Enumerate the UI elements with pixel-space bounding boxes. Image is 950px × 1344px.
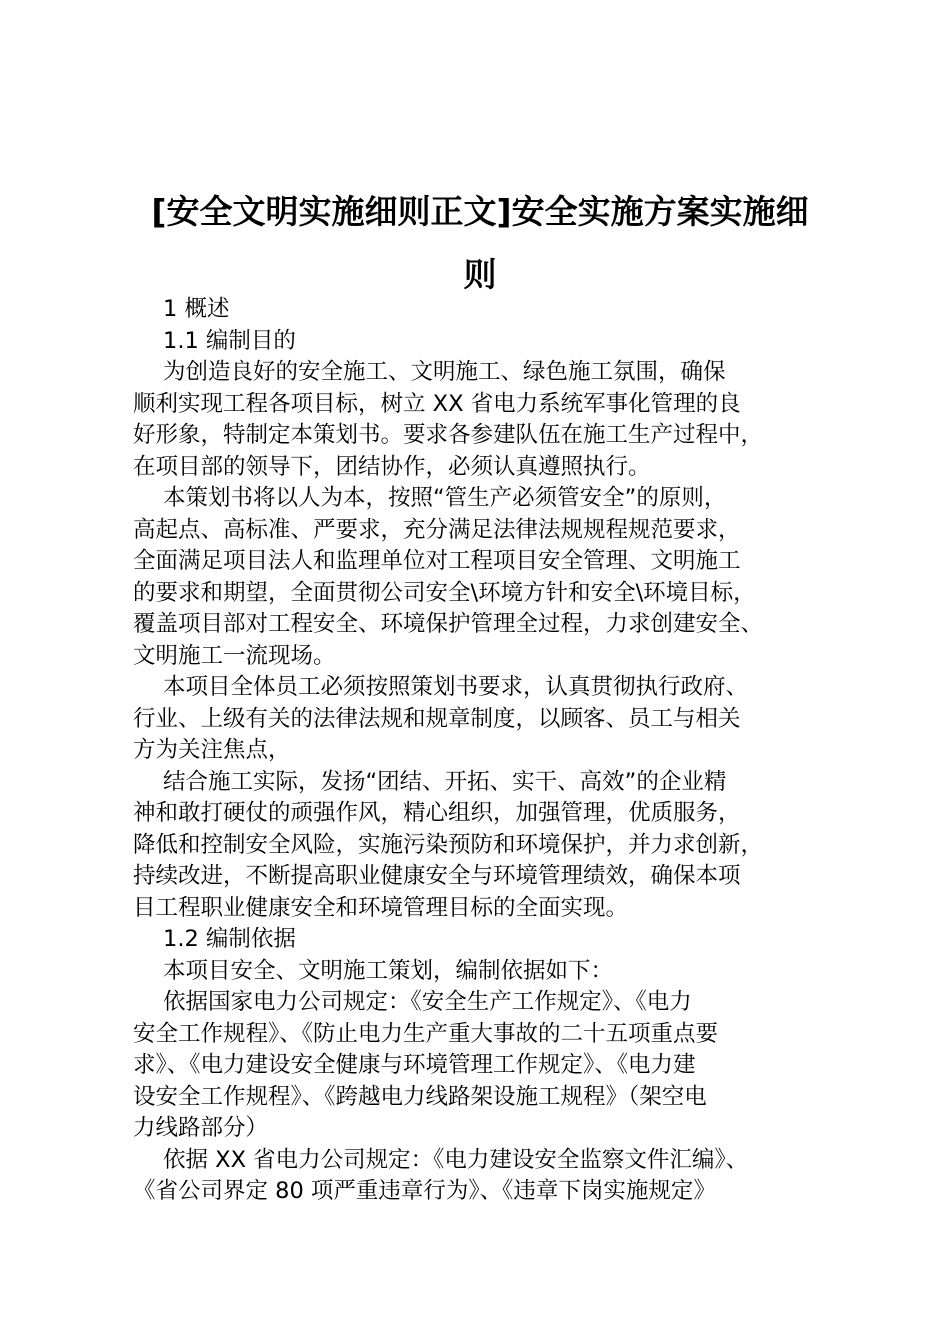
text-line: 顺利实现工程各项目标，树立 XX 省电力系统军事化管理的良 (133, 390, 741, 417)
document-title-line-1: [安全文明实施细则正文]安全实施方案实施细 (151, 192, 809, 231)
text-line: 神和敢打硬仗的顽强作风，精心组织，加强管理，优质服务， (133, 800, 741, 826)
text-line: 1 概述 (163, 296, 230, 322)
text-line: 文明施工一流现场。 (133, 642, 336, 669)
text-line: 本策划书将以人为本，按照“管生产必须管安全”的原则， (163, 485, 727, 511)
text-line: 覆盖项目部对工程安全、环境保护管理全过程，力求创建安全、 (133, 611, 764, 637)
text-line: 1.2 编制依据 (163, 926, 296, 952)
text-line: 行业、上级有关的法律法规和规章制度，以顾客、员工与相关 (133, 705, 741, 732)
text-line: 力线路部分） (133, 1115, 269, 1141)
text-line: 持续改进，不断提高职业健康安全与环境管理绩效，确保本项 (133, 863, 741, 889)
text-line: 本项目安全、文明施工策划，编制依据如下： (163, 957, 614, 984)
text-line: 1.1 编制目的 (163, 327, 296, 354)
text-line: 好形象，特制定本策划书。要求各参建队伍在施工生产过程中， (133, 422, 764, 448)
text-line: 《省公司界定 80 项严重违章行为》、《违章下岗实施规定》 (133, 1178, 716, 1204)
document-title-line-2: 则 (463, 255, 497, 294)
text-line: 高起点、高标准、严要求，充分满足法律法规规程规范要求， (133, 516, 741, 543)
text-line: 降低和控制安全风险，实施污染预防和环境保护，并力求创新， (133, 831, 764, 858)
text-line: 目工程职业健康安全和环境管理目标的全面实现。 (133, 894, 629, 921)
text-line: 设安全工作规程》、《跨越电力线路架设施工规程》（架空电 (133, 1083, 707, 1110)
text-line: 依据国家电力公司规定：《安全生产工作规定》、《电力 (163, 989, 692, 1015)
text-line: 结合施工实际，发扬“团结、开拓、实干、高效”的企业精 (163, 768, 727, 795)
text-line: 本项目全体员工必须按照策划书要求，认真贯彻执行政府、 (163, 674, 749, 700)
text-line: 方为关注焦点， (133, 737, 291, 763)
text-line: 全面满足项目法人和监理单位对工程项目安全管理、文明施工 (133, 548, 741, 574)
document-title (120, 180, 840, 306)
text-line: 为创造良好的安全施工、文明施工、绿色施工氛围，确保 (163, 359, 726, 385)
text-line: 依据 XX 省电力公司规定：《电力建设安全监察文件汇编》、 (163, 1146, 749, 1173)
text-line: 安全工作规程》、《防止电力生产重大事故的二十五项重点要 (133, 1020, 719, 1047)
text-line: 求》、《电力建设安全健康与环境管理工作规定》、《电力建 (133, 1052, 696, 1078)
text-line: 在项目部的领导下，团结协作，必须认真遵照执行。 (133, 453, 651, 480)
document-body (133, 294, 838, 1208)
text-line: 的要求和期望，全面贯彻公司安全\环境方针和安全\环境目标， (133, 579, 756, 606)
